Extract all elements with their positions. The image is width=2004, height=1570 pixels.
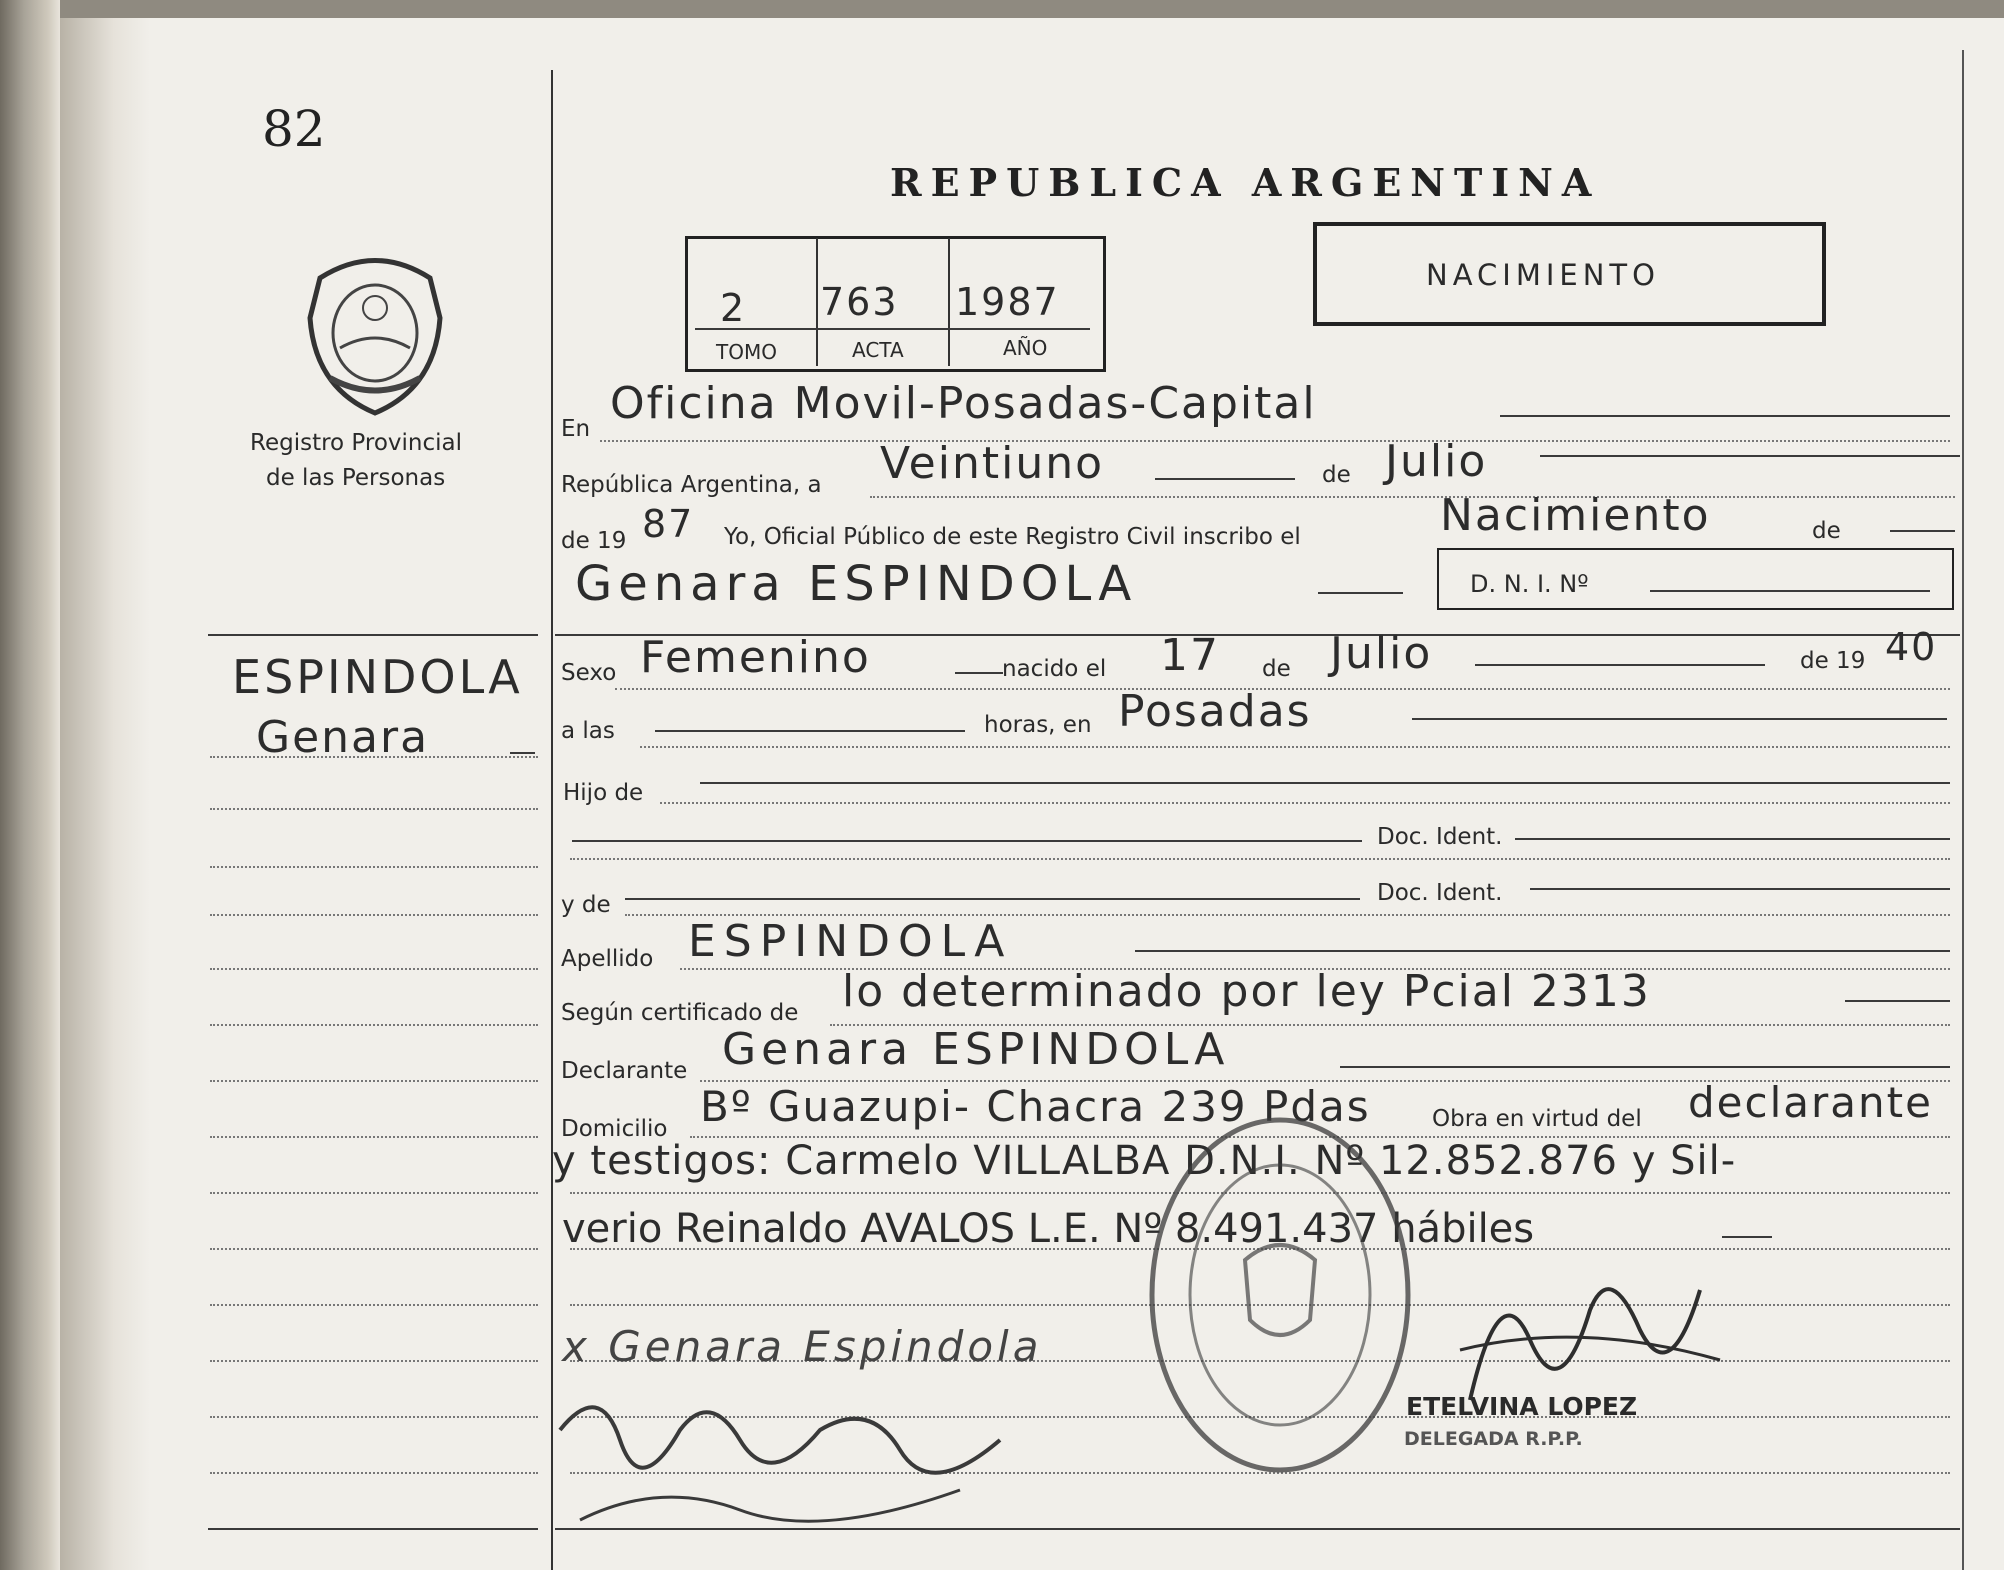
page-number: 82 (262, 100, 326, 158)
margin-rule (210, 914, 538, 916)
margin-rule (210, 866, 538, 868)
record-type-label: NACIMIENTO (1426, 258, 1660, 292)
sexo-label: Sexo (561, 660, 617, 686)
apellido-label: Apellido (561, 946, 654, 972)
witnesses-line2: verio Reinaldo AVALOS L.E. Nº 8.491.437 hábiles (562, 1206, 1535, 1252)
fill-line (1155, 478, 1295, 480)
margin-rule (210, 1080, 538, 1082)
box-divider (816, 238, 818, 366)
republica-label: República Argentina, a (561, 472, 822, 498)
birth-year-value: 40 (1885, 625, 1938, 669)
official-name: ETELVINA LOPEZ (1406, 1392, 1638, 1421)
dotted-line (660, 802, 1950, 804)
fill-line (625, 898, 1360, 900)
margin-divider (208, 634, 538, 636)
y-de-label: y de (561, 892, 611, 918)
apellido-value: ESPINDOLA (688, 916, 1013, 967)
declarante-label: Declarante (561, 1058, 688, 1084)
fill-line (1318, 592, 1403, 594)
fill-line (1540, 455, 1960, 457)
fill-line (1530, 888, 1950, 890)
dotted-line (640, 746, 1950, 748)
margin-rule (210, 1248, 538, 1250)
fill-line (1650, 590, 1930, 592)
nacido-label: nacido el (1002, 656, 1107, 682)
dotted-line (870, 496, 1955, 498)
de-label: de (1322, 462, 1351, 488)
ano-label: AÑO (1003, 336, 1048, 360)
registry-name-line1: Registro Provincial (250, 430, 463, 456)
margin-rule (210, 1472, 538, 1474)
doc-ident-label: Doc. Ident. (1377, 824, 1503, 850)
declarant-signature: x Genara Espindola (562, 1322, 1043, 1371)
inscribe-statement: Yo, Oficial Público de este Registro Civil inscribo el (724, 524, 1301, 550)
margin-rule (210, 1024, 538, 1026)
country-heading: REPUBLICA ARGENTINA (890, 160, 1601, 205)
fill-line (1890, 530, 1955, 532)
birth-day-value: 17 (1160, 630, 1220, 681)
margin-given-name: Genara (256, 712, 430, 763)
margin-rule (210, 1136, 538, 1138)
right-border (1962, 50, 1964, 1570)
box-divider (948, 238, 950, 366)
fill-line (572, 840, 1362, 842)
de-label: de (1812, 518, 1841, 544)
fill-line (1515, 838, 1950, 840)
segun-label: Según certificado de (561, 1000, 799, 1026)
month-value: Julio (1385, 436, 1488, 487)
official-stamp-icon (1140, 1110, 1420, 1480)
year-prefix-label: de 19 (561, 528, 627, 554)
dotted-line (570, 858, 1950, 860)
sexo-value: Femenino (640, 632, 871, 683)
birth-month-value: Julio (1330, 628, 1433, 679)
margin-rule (210, 808, 538, 810)
horas-label: horas, en (984, 712, 1092, 738)
fill-line (1500, 415, 1950, 417)
column-separator (551, 70, 553, 1570)
book-spine (0, 0, 60, 1570)
declarante-value: Genara ESPINDOLA (722, 1024, 1230, 1075)
tomo-label: TOMO (716, 340, 777, 364)
segun-value: lo determinado por ley Pcial 2313 (842, 966, 1651, 1017)
witnesses-line1: y testigos: Carmelo VILLALBA D.N.I. Nº 12.852.876 y Sil- (552, 1138, 1737, 1184)
ano-value: 1987 (955, 280, 1060, 324)
fill-line (510, 752, 535, 754)
margin-surname: ESPINDOLA (232, 650, 523, 704)
day-value: Veintiuno (880, 438, 1105, 489)
fill-line (1475, 664, 1765, 666)
registry-name-line2: de las Personas (266, 465, 446, 491)
margin-rule (210, 1192, 538, 1194)
obra-value: declarante (1688, 1078, 1933, 1127)
year-prefix-label: de 19 (1800, 648, 1866, 674)
acta-label: ACTA (852, 338, 904, 362)
fill-line (1340, 1066, 1950, 1068)
margin-rule (210, 1416, 538, 1418)
margin-rule (210, 1360, 538, 1362)
a-las-label: a las (561, 718, 615, 744)
dotted-line (600, 440, 1950, 442)
inscription-type-value: Nacimiento (1440, 490, 1711, 541)
margin-rule (210, 756, 538, 758)
fill-line (700, 782, 1950, 784)
margin-rule (210, 1304, 538, 1306)
fill-line (1722, 1236, 1772, 1238)
witness-signature-scribble-icon (540, 1370, 1040, 1550)
de-label: de (1262, 656, 1291, 682)
office-value: Oficina Movil-Posadas-Capital (610, 378, 1317, 429)
domicilio-label: Domicilio (561, 1116, 668, 1142)
obra-label: Obra en virtud del (1432, 1106, 1642, 1132)
doc-ident-label: Doc. Ident. (1377, 880, 1503, 906)
tomo-value: 2 (720, 286, 747, 330)
fill-line (1412, 718, 1947, 720)
fill-line (1135, 950, 1950, 952)
fill-line (955, 672, 1003, 674)
box-value-line (695, 328, 1090, 330)
official-title: DELEGADA R.P.P. (1404, 1428, 1583, 1450)
registered-name-value: Genara ESPINDOLA (575, 556, 1138, 612)
dni-label: D. N. I. Nº (1470, 570, 1589, 598)
hijo-de-label: Hijo de (563, 780, 644, 806)
en-label: En (561, 416, 591, 442)
provincial-coat-of-arms-icon (300, 248, 450, 418)
acta-value: 763 (820, 280, 899, 324)
fill-line (655, 730, 965, 732)
birth-place-value: Posadas (1118, 686, 1312, 737)
year-value: 87 (642, 502, 695, 546)
fill-line (1845, 1000, 1950, 1002)
margin-divider (208, 1528, 538, 1530)
margin-rule (210, 968, 538, 970)
domicilio-value: Bº Guazupi- Chacra 239 Pdas (700, 1082, 1371, 1131)
